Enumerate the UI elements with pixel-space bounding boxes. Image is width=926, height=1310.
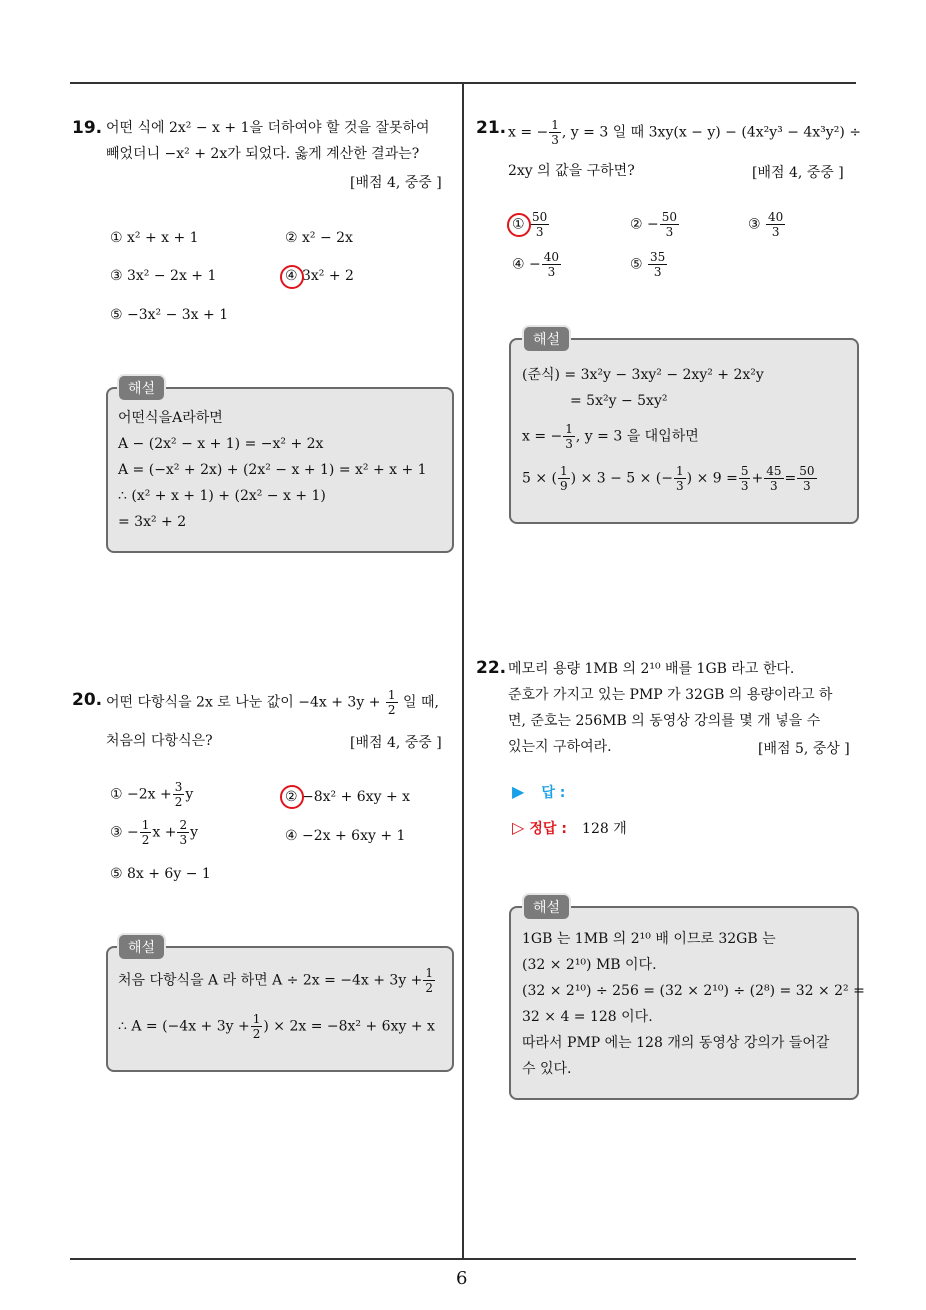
q20-sol-line2: ∴ A = (−4x + 3y + $\frac{1}{2}$ ) × 2x = −8x² + 6xy + x: [118, 1012, 435, 1041]
q22-correct-value: 128 개: [582, 821, 627, 837]
q21-solution-tag: 해설: [522, 325, 571, 353]
q19-choice-2[interactable]: ② x² − 2x: [285, 230, 353, 246]
q22-answer-row: [512, 782, 565, 802]
q21-choice-5[interactable]: ⑤ $\frac{35}{3}$: [630, 250, 666, 279]
q22-sol-line3: (32 × 2¹⁰) ÷ 256 = (32 × 2¹⁰) ÷ (2⁸) = 32 × 2² =: [522, 983, 865, 999]
q19-line2: 빼었더니 −x² + 2x가 되었다. 옳게 계산한 결과는?: [106, 146, 420, 162]
q22-sol-line4: 32 × 4 = 128 이다.: [522, 1009, 653, 1025]
q21-choice-3[interactable]: ③ $\frac{40}{3}$: [748, 210, 784, 239]
q22-number: 22.: [476, 658, 507, 678]
q20-half-fraction: $\frac{1}{2}$: [387, 688, 396, 717]
column-divider: [462, 84, 464, 1259]
page-number: 6: [456, 1268, 468, 1289]
q20-choice-5[interactable]: ⑤ 8x + 6y − 1: [110, 866, 211, 882]
q20-line1: [106, 688, 439, 717]
q21-answer-mark: [507, 213, 531, 237]
q21-sol-line3: x = − $\frac{1}{3}$ , y = 3 을 대입하면: [522, 422, 699, 451]
q19-choice-3[interactable]: ③ 3x² − 2x + 1: [110, 268, 217, 284]
answer-arrow-icon: ▶: [512, 782, 525, 801]
q19-sol-line2: A − (2x² − x + 1) = −x² + 2x: [118, 436, 324, 452]
q21-sol-line2: = 5x²y − 5xy²: [570, 393, 668, 409]
q22-line3: 면, 준호는 256MB 의 동영상 강의를 몇 개 넣을 수: [508, 713, 821, 729]
q22-line2: 준호가 가지고 있는 PMP 가 32GB 의 용량이라고 하: [508, 687, 833, 703]
q22-sol-line2: (32 × 2¹⁰) MB 이다.: [522, 957, 657, 973]
q20-line1-a: 어떤 다항식을 2x 로 나눈 값이 −4x + 3y +: [106, 694, 381, 711]
q19-score: [배점 4, 중중 ]: [350, 175, 442, 191]
q19-choice-1[interactable]: ① x² + x + 1: [110, 230, 199, 246]
q21-sol-line1: (준식) = 3x²y − 3xy² − 2xy² + 2x²y: [522, 367, 764, 383]
q20-choice-2[interactable]: ② −8x² + 6xy + x: [285, 789, 411, 805]
q20-choice-1[interactable]: ① −2x + $\frac{3}{2}$ y: [110, 780, 194, 809]
q19-sol-line3: A = (−x² + 2x) + (2x² − x + 1) = x² + x + 1: [118, 462, 427, 478]
bottom-rule: [70, 1258, 856, 1260]
q19-sol-line4: ∴ (x² + x + 1) + (2x² − x + 1): [118, 488, 326, 504]
correct-arrow-icon: ▷: [512, 818, 525, 837]
q22-answer-label: 답 :: [541, 785, 566, 801]
q20-choice-4[interactable]: ④ −2x + 6xy + 1: [285, 828, 406, 844]
q19-choice-4[interactable]: ④ 3x² + 2: [285, 268, 354, 284]
q22-score: [배점 5, 중상 ]: [758, 741, 850, 757]
q22-line1: 메모리 용량 1MB 의 2¹⁰ 배를 1GB 라고 한다.: [508, 661, 795, 677]
q20-choice-3[interactable]: ③ − $\frac{1}{2}$ x + $\frac{2}{3}$ y: [110, 818, 199, 847]
q19-solution-tag: 해설: [117, 374, 166, 402]
q22-correct-label: 정답 :: [529, 821, 567, 837]
q19-choice-5[interactable]: ⑤ −3x² − 3x + 1: [110, 307, 229, 323]
q22-line4: 있는지 구하여라.: [508, 739, 612, 755]
q19-answer-mark: [280, 265, 304, 289]
q21-line1: x = − $\frac{1}{3}$ , y = 3 일 때 3xy(x − y) − (4x²y³ − 4x³y²) ÷: [508, 118, 861, 147]
q21-choice-4[interactable]: ④ − $\frac{40}{3}$: [512, 250, 560, 279]
q20-score: [배점 4, 중중 ]: [350, 735, 442, 751]
q19-number: 19.: [72, 118, 103, 138]
q20-solution-box: [106, 946, 454, 1072]
q20-line2: 처음의 다항식은?: [106, 733, 213, 749]
q22-solution-tag: 해설: [522, 893, 571, 921]
q20-line1-b: 일 때,: [402, 694, 439, 711]
q21-line2: 2xy 의 값을 구하면?: [508, 163, 635, 179]
q21-sol-line4: 5 × ( $\frac{1}{9}$ ) × 3 − 5 × (− $\frac{1}{3}$ ) × 9 = $\frac{5}{3}$ + $\frac{45}{3}$ = $\frac{50}{3}$: [522, 464, 815, 493]
q20-solution-tag: 해설: [117, 933, 166, 961]
q19-line1: 어떤 식에 2x² − x + 1을 더하여야 할 것을 잘못하여: [106, 120, 430, 136]
q21-choice-1[interactable]: ① $\frac{50}{3}$: [512, 210, 548, 239]
q21-score: [배점 4, 중중 ]: [752, 165, 844, 181]
q19-sol-line1: 어떤식을A라하면: [118, 410, 223, 426]
q20-number: 20.: [72, 690, 103, 710]
q20-answer-mark: [280, 785, 304, 809]
q22-sol-line5: 따라서 PMP 에는 128 개의 동영상 강의가 들어갈: [522, 1035, 830, 1051]
q21-choice-2[interactable]: ② − $\frac{50}{3}$: [630, 210, 678, 239]
q22-correct-row: [512, 818, 627, 838]
q19-sol-line5: = 3x² + 2: [118, 514, 187, 530]
q22-sol-line1: 1GB 는 1MB 의 2¹⁰ 배 이므로 32GB 는: [522, 931, 776, 947]
q21-number: 21.: [476, 118, 507, 138]
q22-sol-line6: 수 있다.: [522, 1061, 572, 1077]
q20-sol-line1: 처음 다항식을 A 라 하면 A ÷ 2x = −4x + 3y + $\frac{1}{2}$: [118, 966, 434, 995]
